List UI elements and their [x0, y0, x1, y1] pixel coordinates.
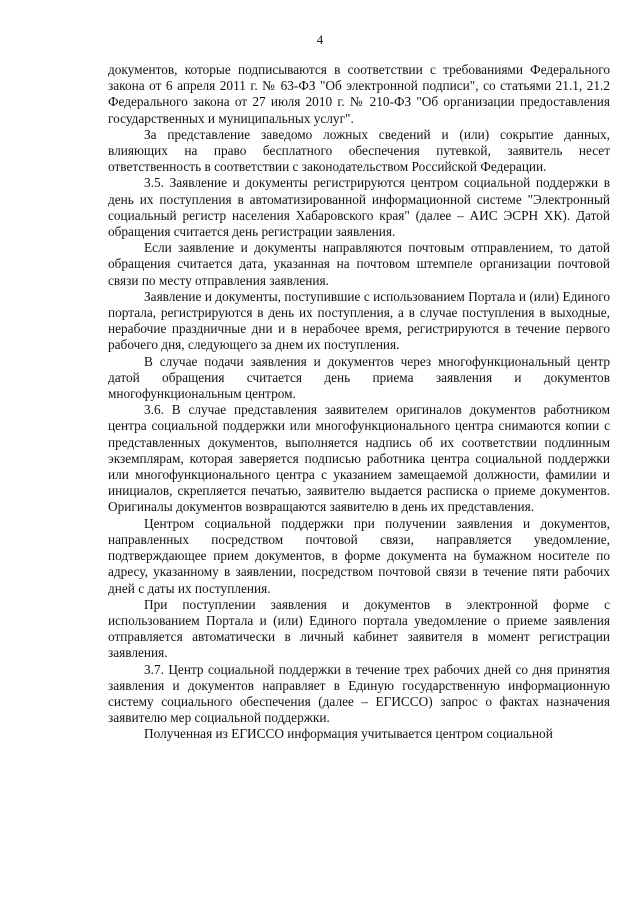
- paragraph-mfc-submission: В случае подачи заявления и документов через многофункциональный центр датой обращения считается день приема заявления и документов многофункциональным центром.: [108, 353, 610, 402]
- paragraph-portal-submission: Заявление и документы, поступившие с использованием Портала и (или) Единого портала, регистрируются в день их поступления, а в случае поступления в выходные, нерабочие праздничные дни и в нерабочее время, регистрируются в течение первого рабочего дня, следующего за днем их поступления.: [108, 288, 610, 353]
- paragraph-3-7-egisso-request: 3.7. Центр социальной поддержки в течение трех рабочих дней со дня принятия заявления и документов направляет в Единую государственную информационную систему социального обеспечения (далее – ЕГИССО) запрос о фактах назначения заявителю мер социальной поддержки.: [108, 661, 610, 726]
- paragraph-postal-notification: Центром социальной поддержки при получении заявления и документов, направленных посредством почтовой связи, направляется уведомление, подтверждающее прием документов, в форме документа на бумажном носителе по адресу, указанному в заявлении, посредством почтовой связи в течение пяти рабочих дней с даты их поступления.: [108, 515, 610, 596]
- paragraph-signature-requirements: документов, которые подписываются в соответствии с требованиями Федерального закона от 6 апреля 2011 г. № 63-ФЗ "Об электронной подписи", со статьями 21.1, 21.2 Федерального закона от 27 июля 2010 г. № 210-ФЗ "Об организации предоставления государственных и муниципальных услуг".: [108, 62, 610, 126]
- paragraph-egisso-info: Полученная из ЕГИССО информация учитывается центром социальной: [144, 726, 553, 742]
- page-number: 4: [316, 32, 324, 47]
- paragraph-electronic-notification: При поступлении заявления и документов в электронной форме с использованием Портала и (или) Единого портала уведомление о приеме заявления отправляется автоматически в личный кабинет заявителя в момент регистрации заявления.: [108, 596, 610, 661]
- paragraph-false-information: За представление заведомо ложных сведений и (или) сокрытие данных, влияющих на право бесплатного обеспечения путевкой, заявитель несет ответственность в соответствии с законодательством Российской Федерации.: [108, 126, 610, 175]
- paragraph-postal-submission: Если заявление и документы направляются почтовым отправлением, то датой обращения считается дата, указанная на почтовом штемпеле организации почтовой связи по месту отправления заявления.: [108, 240, 610, 288]
- document-body: [108, 62, 610, 743]
- paragraph-3-5-registration: 3.5. Заявление и документы регистрируются центром социальной поддержки в день их поступления в автоматизированной информационной системе "Электронный социальный регистр населения Хабаровского края" (далее – АИС ЭСРН ХК). Датой обращения считается день регистрации заявления.: [108, 175, 610, 240]
- paragraph-3-6-originals: 3.6. В случае представления заявителем оригиналов документов работником центра социальной поддержки или многофункционального центра снимаются копии с представленных документов, выполняется надпись об их соответствии подлинным экземплярам, которая заверяется подписью работника центра социальной поддержки или многофункционального центра с указанием замещаемой должности, фамилии и инициалов, скрепляется печатью, заявителю выдается расписка о приеме документов. Оригиналы документов возвращаются заявителю в день их представления.: [108, 402, 610, 515]
